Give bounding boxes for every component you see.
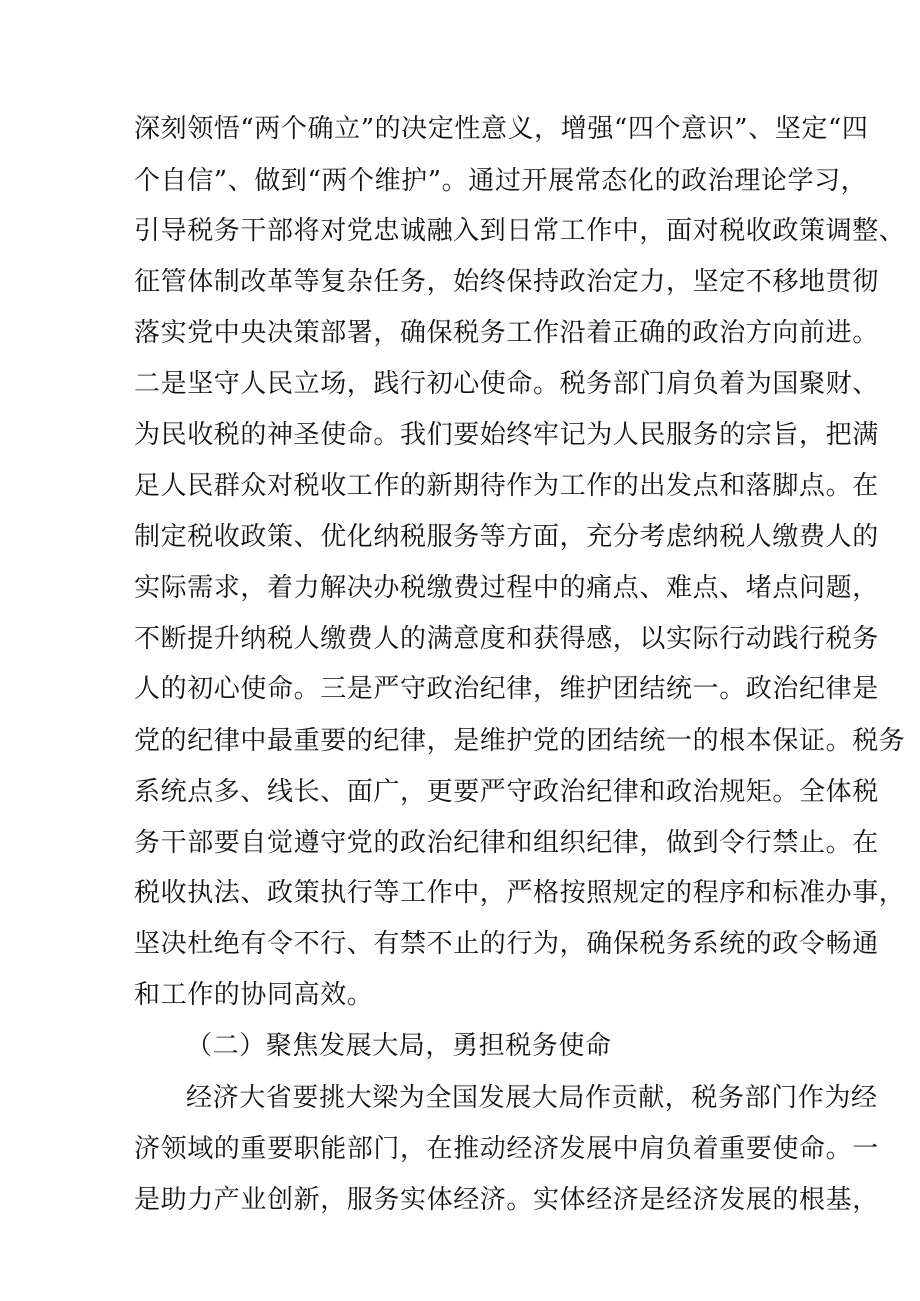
text-line-8: 足人民群众对税收工作的新期待作为工作的出发点和落脚点。在 xyxy=(134,471,879,501)
text-line-17: 坚决杜绝有令不行、有禁不止的行为，确保税务系统的政令畅通 xyxy=(134,929,879,959)
paragraph2-line-3: 是助力产业创新，服务实体经济。实体经济是经济发展的根基， xyxy=(134,1185,879,1215)
text-line-10: 实际需求，着力解决办税缴费过程中的痛点、难点、堵点问题， xyxy=(134,573,879,603)
text-line-13: 党的纪律中最重要的纪律，是维护党的团结统一的根本保证。税务 xyxy=(134,726,906,756)
text-line-4: 征管体制改革等复杂任务，始终保持政治定力，坚定不移地贯彻 xyxy=(134,267,879,297)
text-line-12: 人的初心使命。三是严守政治纪律，维护团结统一。政治纪律是 xyxy=(134,674,879,704)
text-line-5: 落实党中央决策部署，确保税务工作沿着正确的政治方向前进。 xyxy=(134,318,879,348)
paragraph2-line-1: 经济大省要挑大梁为全国发展大局作贡献，税务部门作为经 xyxy=(186,1083,878,1113)
text-line-7: 为民收税的神圣使命。我们要始终牢记为人民服务的宗旨，把满 xyxy=(134,420,879,450)
section-heading: （二）聚焦发展大局，勇担税务使命 xyxy=(186,1031,612,1061)
text-line-16: 税收执法、政策执行等工作中，严格按照规定的程序和标准办事， xyxy=(134,878,906,908)
paragraph2-line-2: 济领域的重要职能部门，在推动经济发展中肩负着重要使命。一 xyxy=(134,1134,879,1164)
text-line-1: 深刻领悟“两个确立”的决定性意义，增强“四个意识”、坚定“四 xyxy=(134,114,869,144)
text-line-14: 系统点多、线长、面广，更要严守政治纪律和政治规矩。全体税 xyxy=(134,777,879,807)
text-line-2: 个自信”、做到“两个维护”。通过开展常态化的政治理论学习， xyxy=(134,166,868,196)
text-line-6: 二是坚守人民立场，践行初心使命。税务部门肩负着为国聚财、 xyxy=(134,369,879,399)
text-line-9: 制定税收政策、优化纳税服务等方面，充分考虑纳税人缴费人的 xyxy=(134,522,879,552)
text-line-15: 务干部要自觉遵守党的政治纪律和组织纪律，做到令行禁止。在 xyxy=(134,828,879,858)
text-line-18: 和工作的协同高效。 xyxy=(134,980,374,1010)
text-line-11: 不断提升纳税人缴费人的满意度和获得感，以实际行动践行税务 xyxy=(134,624,879,654)
text-line-3: 引导税务干部将对党忠诚融入到日常工作中，面对税收政策调整、 xyxy=(134,216,906,246)
